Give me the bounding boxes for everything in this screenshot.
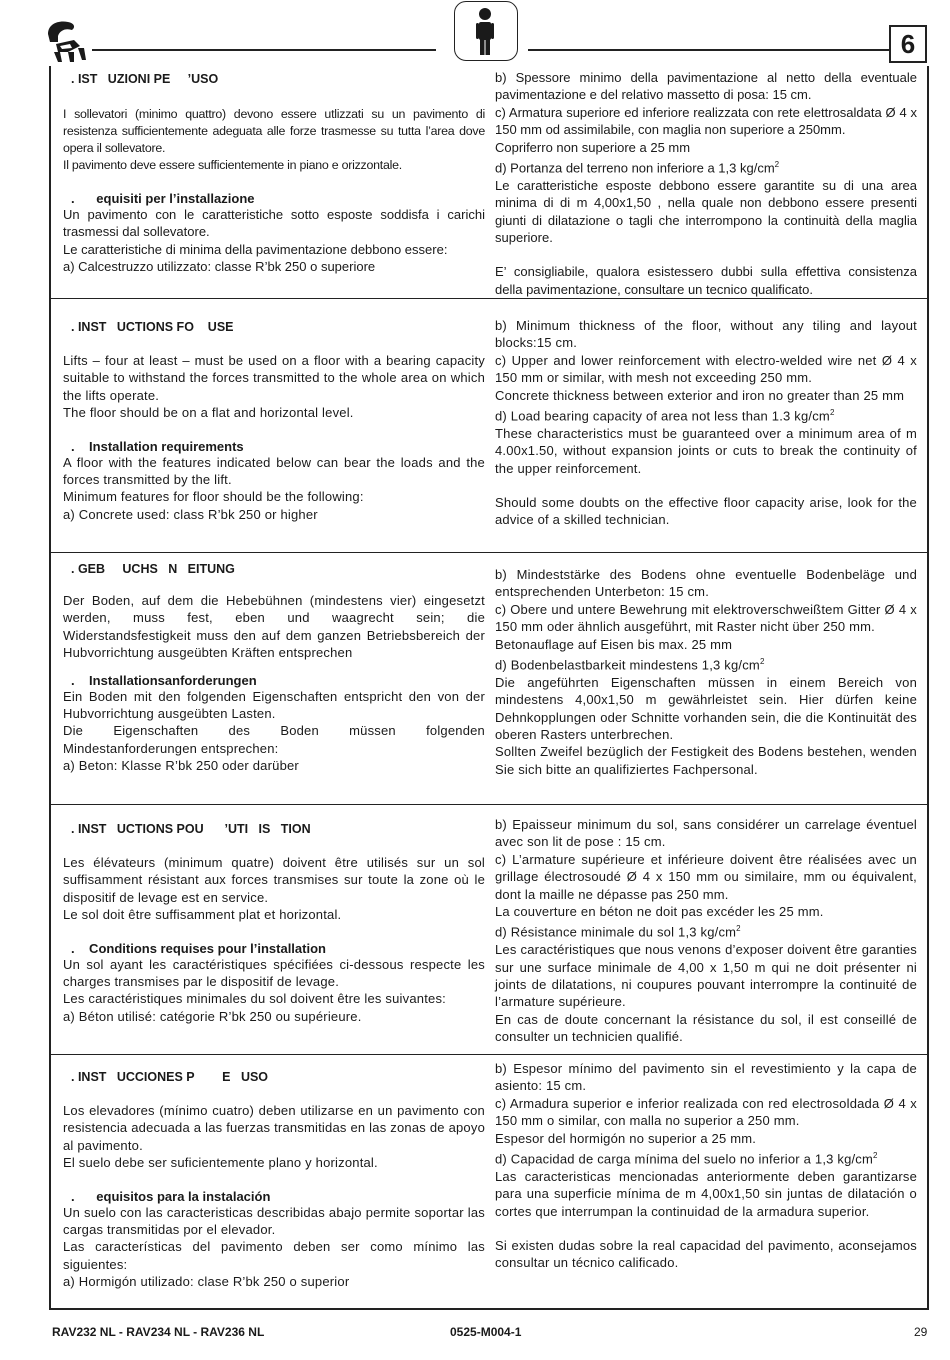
paragraph: Si existen dudas sobre la real capacidad del pavimento, aconsejamos consultar un técnico calificado. [495,1237,917,1271]
paragraph: Die Eigenschaften des Boden müssen folgenden Mindestanforderungen entsprechen: [63,723,485,756]
operator-icon [454,1,518,61]
paragraph: Il pavimento deve essere sufficientemente in piano e orizzontale. [63,158,402,172]
paragraph: d) Résistance minimale du sol 1,3 $kg/cm^2$ [495,924,741,940]
section-french [51,806,927,1054]
paragraph: Minimum features for floor should be the following: [63,489,364,505]
paragraph: Die angeführten Eigenschaften müssen in einem Bereich von mindestens 4,00x1,50 m gewährleistet sein. Hier dürfen keine Dehnkopplungen oder Schnitte vorhanden sein, die die Kontinuität des oberen Rasters unterbrechen. [495,674,917,742]
section-divider [51,1054,927,1055]
header-rule-right [528,49,890,51]
paragraph: b) Espesor mínimo del pavimento sin el revestimiento y la capa de asiento: 15 cm. [495,1061,917,1094]
section-divider [51,298,927,299]
chapter-number-box: 6 [889,25,927,63]
paragraph: Concrete thickness between exterior and iron no greater than 25 mm [495,387,905,403]
paragraph: b) Epaisseur minimum du sol, sans considérer un carrelage éventuel avec son lit de pose : 15 cm. [495,817,917,850]
paragraph: Le caratteristiche di minima della pavimentazione debbono essere: [63,241,448,257]
section-heading: . INST UCCIONES P E USO [71,1070,269,1084]
paragraph: Les élévateurs (minimum quatre) doivent être utilisés sur un sol suffisamment résistant aux forces transmises sur toute la zone où le dispositif de levage est en service. [63,855,485,905]
paragraph: c) L’armature supérieure et inférieure doivent être réalisées avec un grillage électrosoudé Ø 4 x 150 mm ou similaire, mm ou équivalent, dont la maille ne dépasse pas 250 mm. [495,851,917,902]
paragraph: Un suelo con las caracteristicas describidas abajo permite soportar las cargas transmitidas por el elevador. [63,1204,485,1238]
paragraph: Le sol doit être suffisamment plat et horizontal. [63,907,342,923]
paragraph: Lifts – four at least – must be used on a floor with a bearing capacity suitable to withstand the forces transmitted to the whole area on which the lifts operate. [63,353,485,403]
paragraph: Los elevadores (mínimo cuatro) deben utilizarse en un pavimento con resistencia adecuada a las fuerzas transmitidas en las zonas de apoyo al pavimento. [63,1103,485,1153]
section-english [51,300,927,552]
paragraph: Las caracteristicas mencionadas anteriormente deben garantizarse para una superficie mínima de m 4,00x1,50 sin juntas de dilatación o cortes que interrumpan la continuidad de la armadura superior. [495,1168,917,1219]
paragraph: a) Concrete used: class R’bk 250 or higher [63,506,318,522]
paragraph: c) Obere und untere Bewehrung mit elektroverschweißtem Gitter Ø 4 x 150 mm oder ähnlich ausgeführt, mit Raster nicht über 250 mm. [495,601,917,635]
section-heading: . GEB UCHS N EITUNG [71,562,235,576]
paragraph: A floor with the features indicated below can bear the loads and the forces transmitted by the lift. [63,454,485,488]
paragraph: b) Spessore minimo della pavimentazione al netto della eventuale pavimentazione e del relativo massetto di posa: 15 cm. [495,70,917,103]
footer-page-number: 29 [914,1325,928,1339]
subsection-heading: . Conditions requises pour l’installation [71,940,326,956]
paragraph: Les caractéristiques minimales du sol doivent être les suivantes: [63,991,446,1007]
header-rule-left [92,49,436,51]
section-heading: . INST UCTIONS FO USE [71,320,234,334]
paragraph: Un sol ayant les caractéristiques spécifiées ci-dessous respecte les charges transmises par le dispositif de levage. [63,956,485,990]
paragraph: c) Upper and lower reinforcement with electro-welded wire net Ø 4 x 150 mm or similar, with mesh not exceeding 250 mm. [495,352,917,386]
paragraph: Ein Boden mit den folgenden Eigenschaften entspricht den von der Hubvorrichtung ausgeübten Lasten. [63,688,485,722]
paragraph: Copriferro non superiore a 25 mm [495,139,691,155]
paragraph: d) Capacidad de carga mínima del suelo no inferior a 1,3 $kg/cm^2$ [495,1151,878,1167]
paragraph: d) Bodenbelastbarkeit mindestens 1,3 $kg/cm^2$ [495,657,765,673]
paragraph: La couverture en béton ne doit pas excéder les 25 mm. [495,904,824,920]
content-frame [49,66,929,1310]
paragraph: Der Boden, auf dem die Hebebühnen (mindestens vier) eingesetzt werden, muss fest, eben und waagrecht sein; die Widerstandsfestigkeit muss den auf dem ganzen Betriebsbereich der Hubvorrichtung ausgeübten Kräften entsprechen [63,593,485,661]
footer-doc-code: 0525-M004-1 [450,1325,522,1339]
brand-logo [44,18,88,64]
section-divider [51,552,927,553]
paragraph: Sollten Zweifel bezüglich der Festigkeit des Bodens bestehen, wenden Sie sich bitte an qualifiziertes Fachpersonal. [495,744,917,777]
paragraph: a) Beton: Klasse R’bk 250 oder darüber [63,758,299,774]
paragraph: El suelo debe ser suficientemente plano y horizontal. [63,1155,378,1171]
subsection-heading: . Installation requirements [71,438,244,454]
footer-models: RAV232 NL - RAV234 NL - RAV236 NL [52,1325,265,1339]
paragraph: a) Hormigón utilizado: clase R’bk 250 o superior [63,1274,350,1290]
paragraph: a) Béton utilisé: catégorie R’bk 250 ou supérieure. [63,1008,362,1024]
paragraph: Un pavimento con le caratteristiche sotto esposte soddisfa i carichi trasmessi dal sollevatore. [63,207,485,240]
paragraph: Les caractéristiques que nous venons d’exposer doivent être garanties sur une surface minimale de 4,00 x 1,50 m qui ne doit présenter ni joints de dilatations, ni coupures pouvant interrompre la continuité de l’armature supérieure. [495,942,917,1010]
paragraph: I sollevatori (minimo quattro) devono essere utlizzati su un pavimento di resistenza sufficientemente adeguata alle forze trasmesse su tutta l’area dove opera il sollevatore. [63,107,485,155]
paragraph: En cas de doute concernant la résistance du sol, il est conseillé de consulter un technicien qualifié. [495,1011,917,1045]
paragraph: d) Portanza del terreno non inferiore a 1,3 $kg/cm^2$ [495,160,780,176]
paragraph: b) Mindeststärke des Bodens ohne eventuelle Bodenbeläge und entsprechenden Unterbeton: 15 cm. [495,567,917,600]
subsection-heading: . equisitos para la instalación [71,1188,271,1204]
subsection-heading: . Installationsanforderungen [71,672,257,688]
paragraph: Espesor del hormigón no superior a 25 mm. [495,1130,757,1146]
paragraph: d) Load bearing capacity of area not less than 1.3 $kg/cm^2$ [495,408,835,424]
paragraph: The floor should be on a flat and horizontal level. [63,405,354,421]
paragraph: E’ consigliabile, qualora esistessero dubbi sulla effettiva consistenza della pavimentazione, consultare un tecnico qualificato. [495,264,917,297]
paragraph: c) Armadura superior e inferior realizada con red electrosoldada Ø 4 x 150 mm o similar, con malla no superior a 250 mm. [495,1095,917,1129]
section-divider [51,804,927,805]
paragraph: Betonauflage auf Eisen bis max. 25 mm [495,636,733,652]
section-heading: . INST UCTIONS POU ’UTI IS TION [71,822,311,836]
section-heading: . IST UZIONI PE ’USO [71,72,219,86]
subsection-heading: . equisiti per l’installazione [71,191,255,206]
paragraph: Le caratteristiche esposte debbono essere garantite su di una area minima di di m 4,00x1,50 , nella quale non debbono essere presenti giunti di dilatazione o tagli che interrompono la continuità della maglia superiore. [495,177,917,245]
paragraph: c) Armatura superiore ed inferiore realizzata con rete elettrosaldata Ø 4 x 150 mm od assimilabile, con maglia non superiore a 250mm. [495,104,917,138]
paragraph: These characteristics must be guaranteed over a minimum area of m 4.00x1.50, without expansion joints or cuts to break the continuity of the upper reinforcement. [495,425,917,476]
paragraph: a) Calcestruzzo utilizzato: classe R’bk 250 o superiore [63,259,376,275]
section-german [51,554,927,804]
paragraph: b) Minimum thickness of the floor, without any tiling and layout blocks:15 cm. [495,318,917,351]
section-italian [51,66,927,298]
section-spanish [51,1056,927,1308]
paragraph: Should some doubts on the effective floor capacity arise, look for the advice of a skilled technician. [495,494,917,528]
paragraph: Las características del pavimento deben ser como mínimo las siguientes: [63,1239,485,1272]
